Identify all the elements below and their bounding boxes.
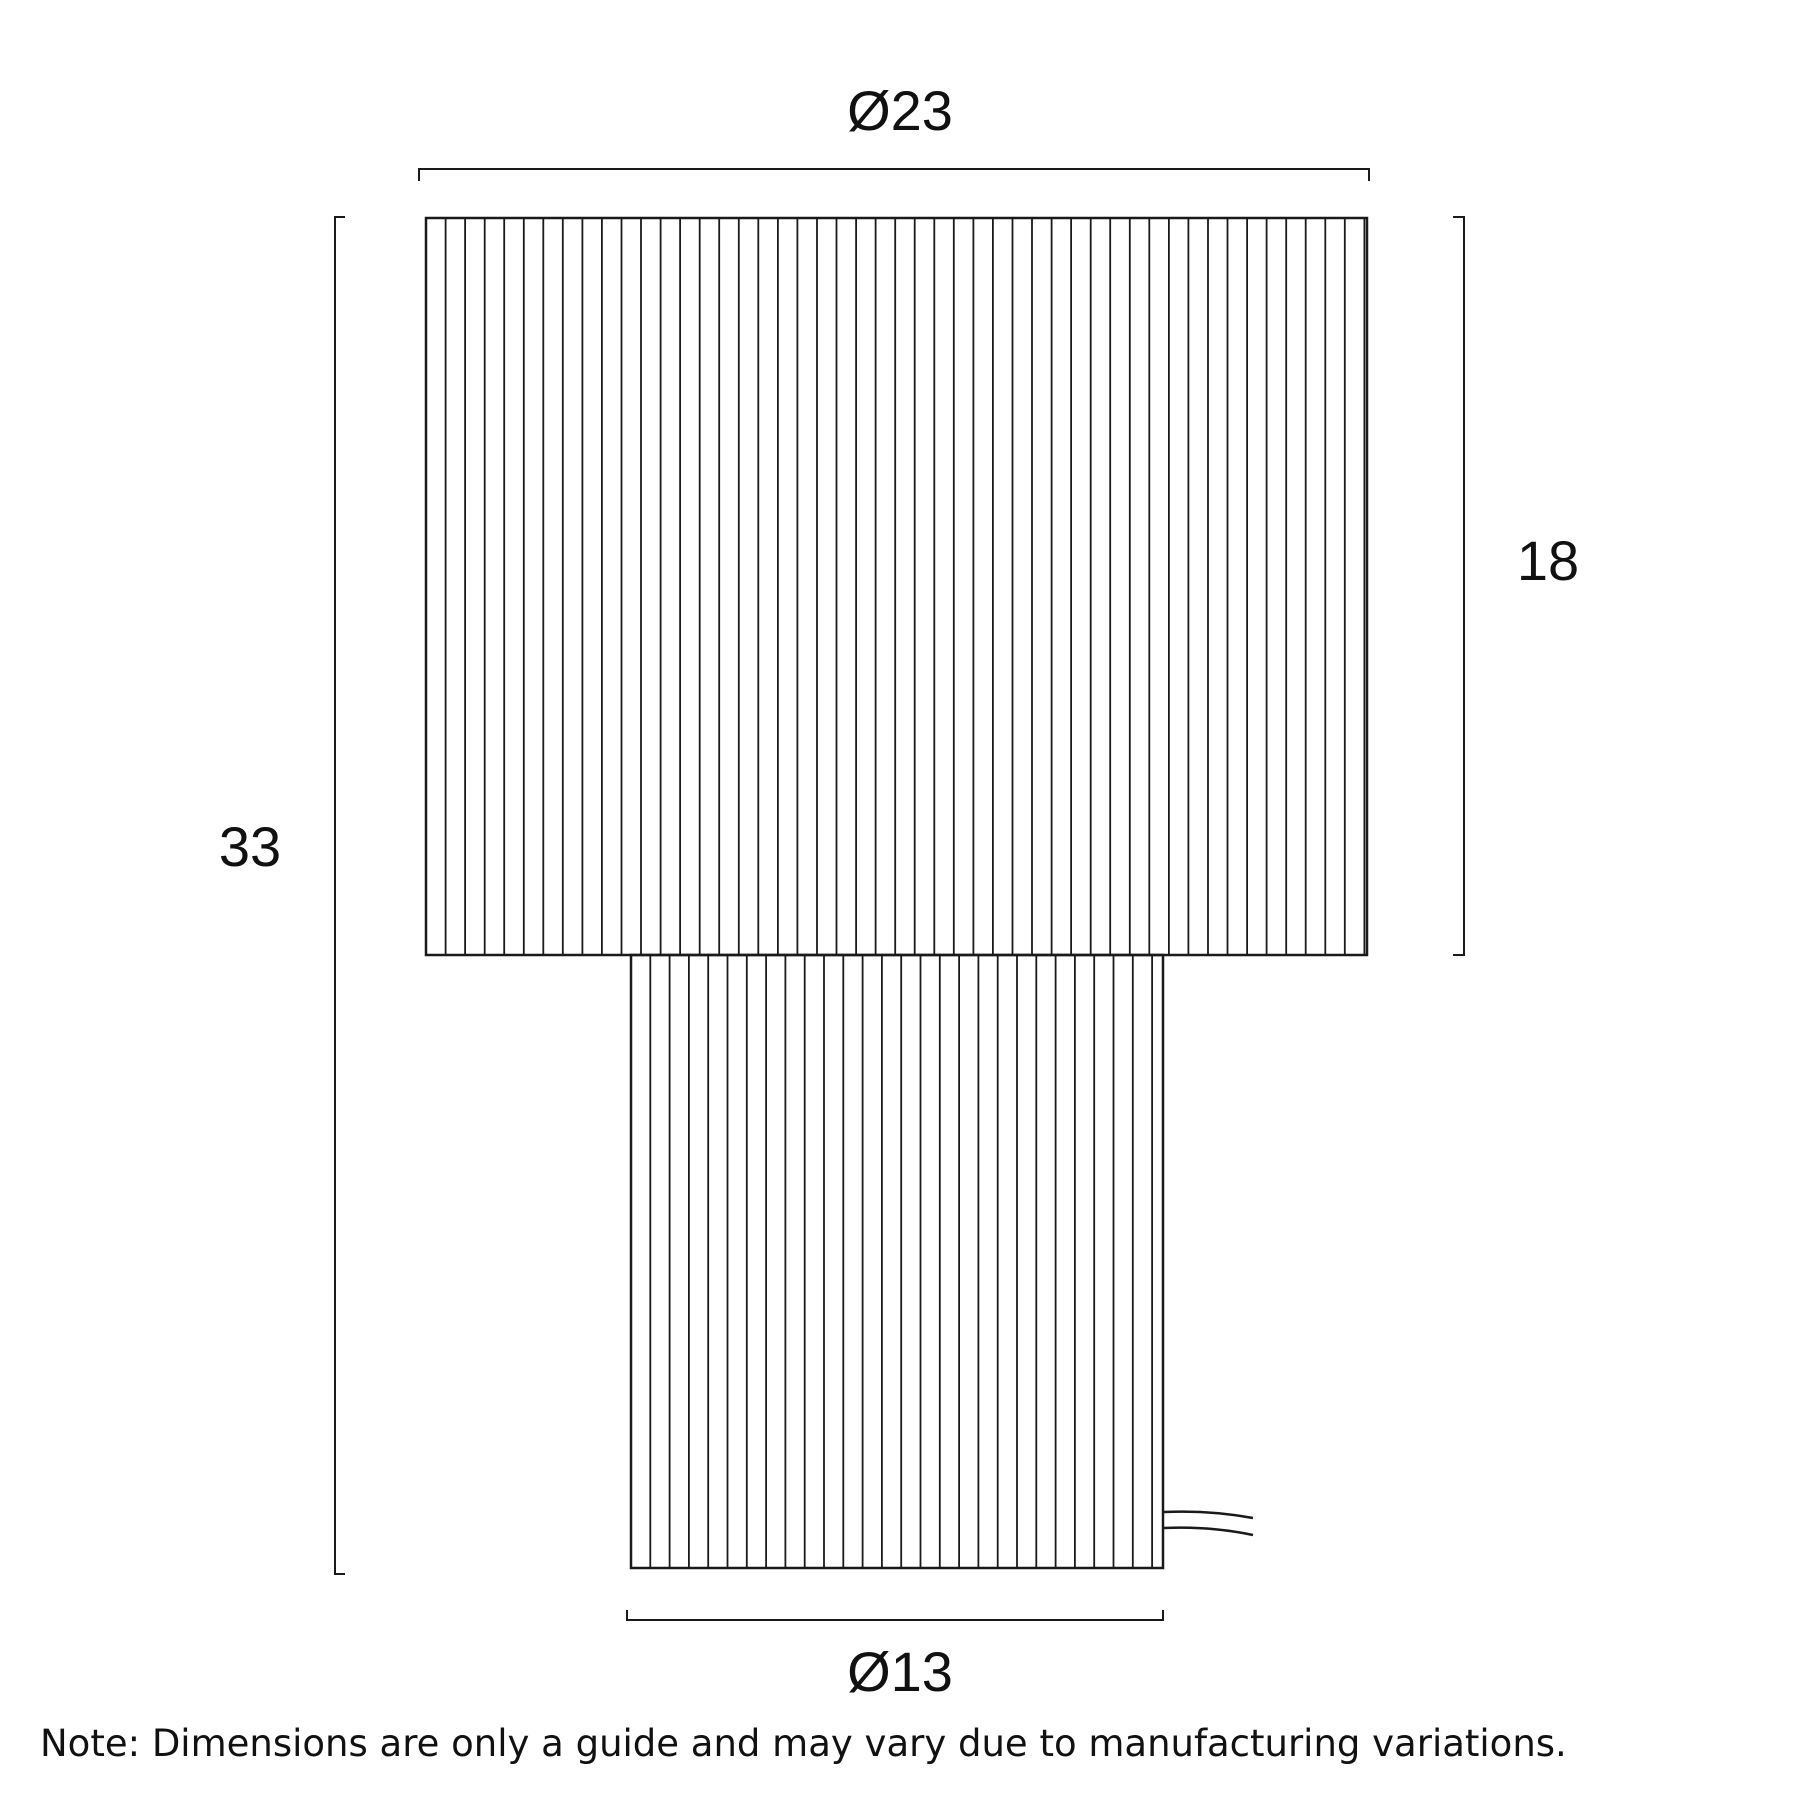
base-outline bbox=[631, 955, 1163, 1568]
shade-height-bracket bbox=[1453, 217, 1464, 955]
base-ribs bbox=[650, 955, 1152, 1568]
total-height-label: 33 bbox=[218, 815, 282, 878]
total-height-bracket bbox=[335, 217, 345, 1574]
base-diameter-bracket bbox=[627, 1610, 1163, 1620]
shade-ribs bbox=[446, 218, 1365, 955]
shade-diameter-label: Ø23 bbox=[847, 79, 953, 142]
base-diameter-label: Ø13 bbox=[847, 1640, 953, 1703]
shade-height-label: 18 bbox=[1516, 529, 1580, 592]
lamp-base bbox=[631, 955, 1163, 1568]
shade-diameter-bracket bbox=[419, 169, 1369, 181]
shade-outline bbox=[426, 218, 1367, 955]
disclaimer-note: Note: Dimensions are only a guide and may vary due to manufacturing variations. bbox=[40, 1722, 1567, 1765]
power-cord bbox=[1164, 1512, 1253, 1535]
lamp-shade bbox=[426, 218, 1367, 955]
